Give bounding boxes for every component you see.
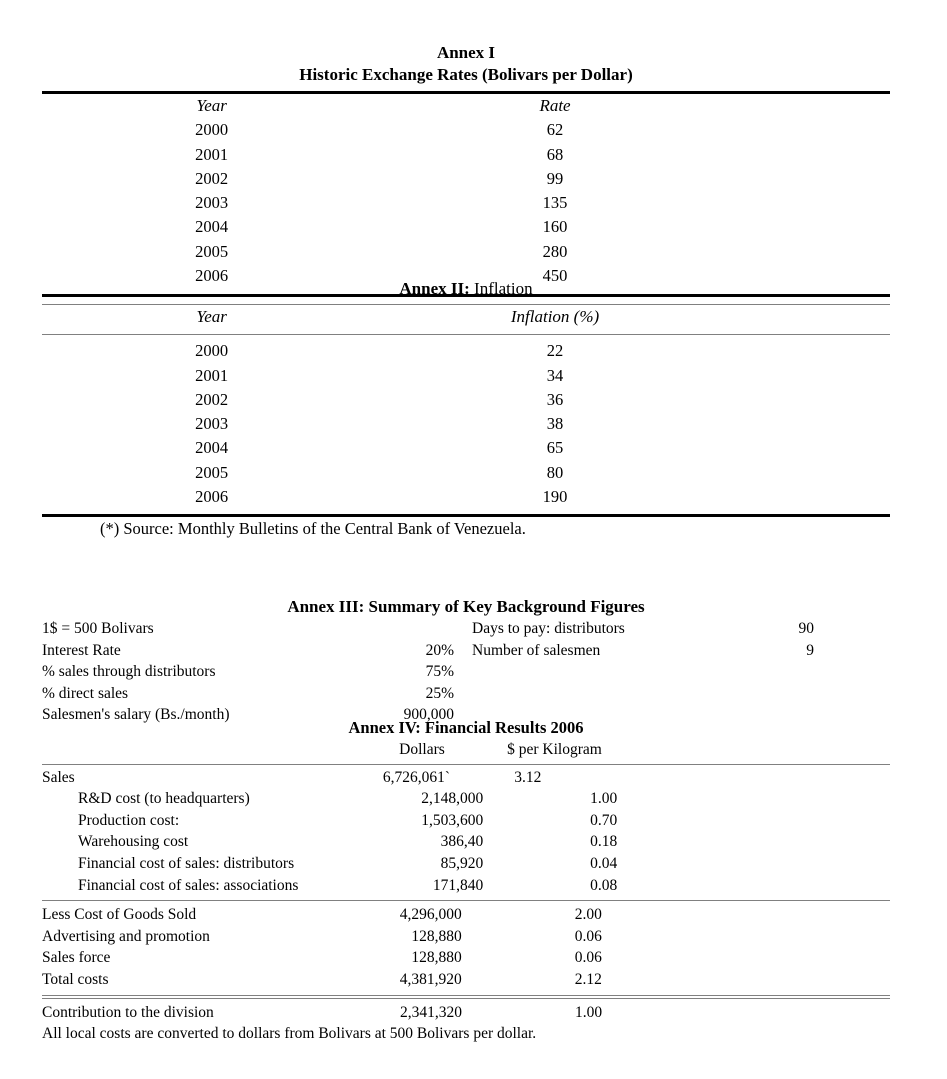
table-row (42, 1002, 890, 1024)
annex-i-rate: 99 (546, 168, 564, 188)
table-row (42, 215, 890, 239)
annex-ii-year: 2003 (195, 414, 229, 434)
annex-iii-left-value: 20% (425, 641, 454, 659)
annex-iv-row-dollars: 128,880 (411, 927, 462, 945)
annex-iv-row-pad (659, 788, 890, 810)
annex-iii-right-value: 9 (806, 641, 814, 659)
annex-iv-row-label: Warehousing cost (78, 833, 189, 851)
annex-i-table (42, 94, 890, 288)
annex-ii-year: 2005 (195, 462, 229, 482)
annex-iii-title: Annex III: Summary of Key Background Figures (287, 597, 645, 616)
annex-ii-pad (729, 388, 890, 412)
annex-iv-row-label: Total costs (42, 970, 109, 988)
annex-ii-pad (729, 461, 890, 485)
table-row (42, 810, 890, 832)
annex-ii-title-bold: Annex II: (399, 279, 470, 298)
annex-ii-pad (729, 412, 890, 436)
annex-iv-row-label: Financial cost of sales: associations (78, 876, 299, 894)
annex-i-year: 2003 (195, 193, 229, 213)
table-row (42, 436, 890, 460)
annex-iv-group-three-table (42, 1002, 890, 1024)
annex-i-pad (729, 191, 890, 215)
annex-iii-right-label (472, 661, 722, 683)
annex-iii-left-label: Interest Rate (42, 641, 121, 659)
annex-iv-row-dollars: 128,880 (411, 949, 462, 967)
annex-iv-row-label: Contribution to the division (42, 1003, 214, 1021)
annex-iii-grid-wrap (42, 618, 890, 726)
annex-ii-header-pad (729, 305, 890, 329)
annex-iv-subtotal-rule (42, 900, 890, 901)
annex-iii-right-label: Number of salesmen (472, 641, 601, 659)
annex-ii-header-row (42, 305, 890, 329)
table-row (42, 240, 890, 264)
annex-i-year: 2006 (195, 266, 229, 286)
annex-ii-header-year: Year (196, 307, 227, 326)
annex-iv-row-per-kg: 0.06 (574, 927, 602, 945)
annex-i-rate: 450 (542, 266, 568, 286)
annex-iv-section (42, 717, 890, 1044)
annex-ii-inflation: 80 (546, 462, 564, 482)
annex-i-header-year: Year (196, 96, 227, 115)
annex-iv-row-dollars: 171,840 (432, 876, 484, 894)
annex-iii-left-label: % sales through distributors (42, 663, 216, 680)
annex-i-title-line-1: Annex I (436, 43, 496, 62)
annex-ii-source-note: (*) Source: Monthly Bulletins of the Central Bank of Venezuela. (100, 519, 526, 539)
table-row (42, 191, 890, 215)
annex-iv-total-double-rule (42, 995, 890, 999)
table-row (42, 831, 890, 853)
annex-iv-row-label: Production cost: (78, 811, 180, 829)
annex-iv-row-dollars: 85,920 (440, 854, 484, 872)
annex-ii-inflation: 36 (546, 389, 564, 409)
annex-iv-header-rule (42, 764, 890, 765)
annex-iii-right-value: 90 (798, 620, 814, 637)
annex-iv-row-label: Sales (42, 768, 75, 786)
annex-iv-row-per-kg: 0.18 (590, 833, 618, 851)
annex-iv-title: Annex IV: Financial Results 2006 (348, 718, 584, 737)
annex-iv-group-three (42, 1002, 890, 1024)
annex-ii-inflation: 65 (546, 438, 564, 458)
annex-iv-row-pad (644, 969, 890, 991)
annex-i-rate: 62 (546, 120, 564, 140)
annex-iv-row-dollars: 4,296,000 (399, 906, 462, 924)
annex-iv-header-row (42, 739, 890, 761)
annex-i-year: 2001 (195, 144, 229, 164)
table-row (42, 143, 890, 167)
annex-iv-row-per-kg: 2.00 (574, 906, 602, 924)
annex-ii-year: 2000 (195, 341, 229, 361)
table-row (42, 412, 890, 436)
annex-i-rate: 135 (542, 193, 568, 213)
annex-iv-header-pad (622, 739, 890, 761)
annex-iii-section (42, 596, 890, 726)
annex-i-year: 2004 (195, 217, 229, 237)
annex-iv-group-two (42, 904, 890, 990)
annex-iv-row-dollars: 2,341,320 (399, 1003, 462, 1021)
table-row (42, 461, 890, 485)
annex-ii-inflation: 34 (546, 365, 564, 385)
annex-iv-row-dollars: 2,148,000 (421, 790, 484, 808)
annex-iii-left-value: 75% (425, 663, 454, 680)
annex-iv-row-per-kg: 0.70 (590, 811, 618, 829)
annex-ii-inflation: 38 (546, 414, 564, 434)
table-row (42, 947, 890, 969)
annex-i-rate: 280 (542, 241, 568, 261)
table-row (42, 364, 890, 388)
annex-iii-grid (42, 618, 890, 726)
annex-iv-group-one-table (42, 767, 890, 897)
annex-ii-title (42, 278, 890, 300)
annex-iv-row-per-kg: 0.04 (590, 854, 618, 872)
annex-ii-year: 2001 (195, 365, 229, 385)
annex-ii-header-table (42, 305, 890, 329)
annex-iv-header-label (42, 739, 357, 761)
annex-iii-right-label: Days to pay: distributors (472, 620, 625, 637)
annex-iv-row-dollars: 386,40 (440, 833, 484, 851)
table-row (42, 788, 890, 810)
annex-iv-row-dollars: 1,503,600 (421, 811, 484, 829)
annex-iv-row-per-kg: 1.00 (574, 1003, 603, 1021)
table-row (42, 167, 890, 191)
annex-i-pad (729, 143, 890, 167)
annex-iv-row-per-kg: 2.12 (574, 970, 602, 988)
annex-iv-row-per-kg: 0.08 (590, 876, 618, 894)
table-row (42, 904, 890, 926)
annex-iv-row-label: Sales force (42, 949, 111, 967)
annex-iii-left-label: % direct sales (42, 684, 129, 702)
table-row (42, 969, 890, 991)
annex-i-pad (729, 240, 890, 264)
annex-i-header-rate: Rate (539, 96, 571, 115)
annex-ii-body (42, 339, 890, 509)
annex-i-header-row (42, 94, 890, 118)
annex-i-section (42, 42, 890, 297)
annex-iv-row-label: Financial cost of sales: distributors (78, 854, 295, 872)
annex-iv-row-pad (659, 853, 890, 875)
annex-iv-group-one (42, 767, 890, 897)
annex-ii-pad (729, 339, 890, 363)
annex-i-title-line-2: Historic Exchange Rates (Bolivars per Dollar) (299, 65, 633, 84)
annex-i-year: 2000 (195, 120, 229, 140)
table-row (42, 767, 890, 789)
annex-iii-left-value: 25% (425, 684, 454, 702)
annex-iii-left-label: 1$ = 500 Bolivars (42, 620, 154, 637)
annex-ii-inflation: 22 (546, 341, 564, 361)
annex-iv-row-pad (644, 947, 890, 969)
annex-iii-right-label (472, 683, 722, 705)
annex-iv-row-pad (659, 875, 890, 897)
annex-iv-row-label: R&D cost (to headquarters) (78, 790, 250, 808)
annex-iv-row-pad (644, 904, 890, 926)
annex-iv-header-table (42, 739, 890, 761)
annex-ii-pad (729, 364, 890, 388)
annex-iv-header-per-kilogram: $ per Kilogram (507, 741, 602, 758)
annex-i-body (42, 118, 890, 288)
annex-iii-right-value (722, 683, 842, 705)
annex-ii-header-rule (42, 334, 890, 335)
table-row (42, 339, 890, 363)
annex-iv-row-pad (659, 767, 890, 789)
annex-ii-table (42, 339, 890, 509)
annex-ii-header-inflation: Inflation (%) (510, 307, 600, 326)
annex-iv-row-label: Less Cost of Goods Sold (42, 906, 197, 924)
annex-iv-row-dollars: 4,381,920 (399, 970, 462, 988)
annex-iii-left-value: 900,000 (403, 706, 454, 723)
table-row (42, 388, 890, 412)
table-row (42, 485, 890, 509)
annex-iv-footnote: All local costs are converted to dollars from Bolivars at 500 Bolivars per dollar. (42, 1025, 537, 1043)
annex-i-rate: 68 (546, 144, 564, 164)
annex-i-year: 2005 (195, 241, 229, 261)
annex-iv-row-per-kg: 0.06 (574, 949, 602, 967)
annex-iv-row-per-kg: 3.12 (514, 768, 542, 786)
annex-ii-pad (729, 436, 890, 460)
annex-iii-left-value (332, 618, 472, 640)
annex-iii-right-value (722, 661, 842, 683)
table-row (42, 118, 890, 142)
annex-i-pad (729, 118, 890, 142)
annex-ii-year: 2002 (195, 389, 229, 409)
annex-iv-row-pad (659, 810, 890, 832)
annex-i-pad (729, 167, 890, 191)
annex-i-rate: 160 (542, 217, 568, 237)
annex-ii-year: 2004 (195, 438, 229, 458)
annex-ii-inflation: 190 (542, 487, 568, 507)
annex-i-year: 2002 (195, 168, 229, 188)
annex-ii-year: 2006 (195, 487, 229, 507)
annex-iv-row-dollars: 6,726,061` (382, 768, 451, 786)
annex-iv-row-pad (644, 1002, 890, 1024)
annex-iv-header-dollars: Dollars (399, 741, 445, 758)
annex-iv-row-pad (659, 831, 890, 853)
annex-ii-section (42, 278, 890, 541)
annex-iv-row-pad (644, 926, 890, 948)
annex-ii-pad (729, 485, 890, 509)
table-row (42, 853, 890, 875)
annex-ii-title-regular: Inflation (469, 279, 533, 298)
annex-iv-row-label: Advertising and promotion (42, 927, 210, 945)
table-row (42, 926, 890, 948)
table-row (42, 875, 890, 897)
annex-i-header-pad (729, 94, 890, 118)
annex-iv-group-two-table (42, 904, 890, 990)
annex-iv-row-per-kg: 1.00 (590, 790, 618, 808)
annex-i-pad (729, 215, 890, 239)
annex-iii-left-label: Salesmen's salary (Bs./month) (42, 706, 230, 723)
